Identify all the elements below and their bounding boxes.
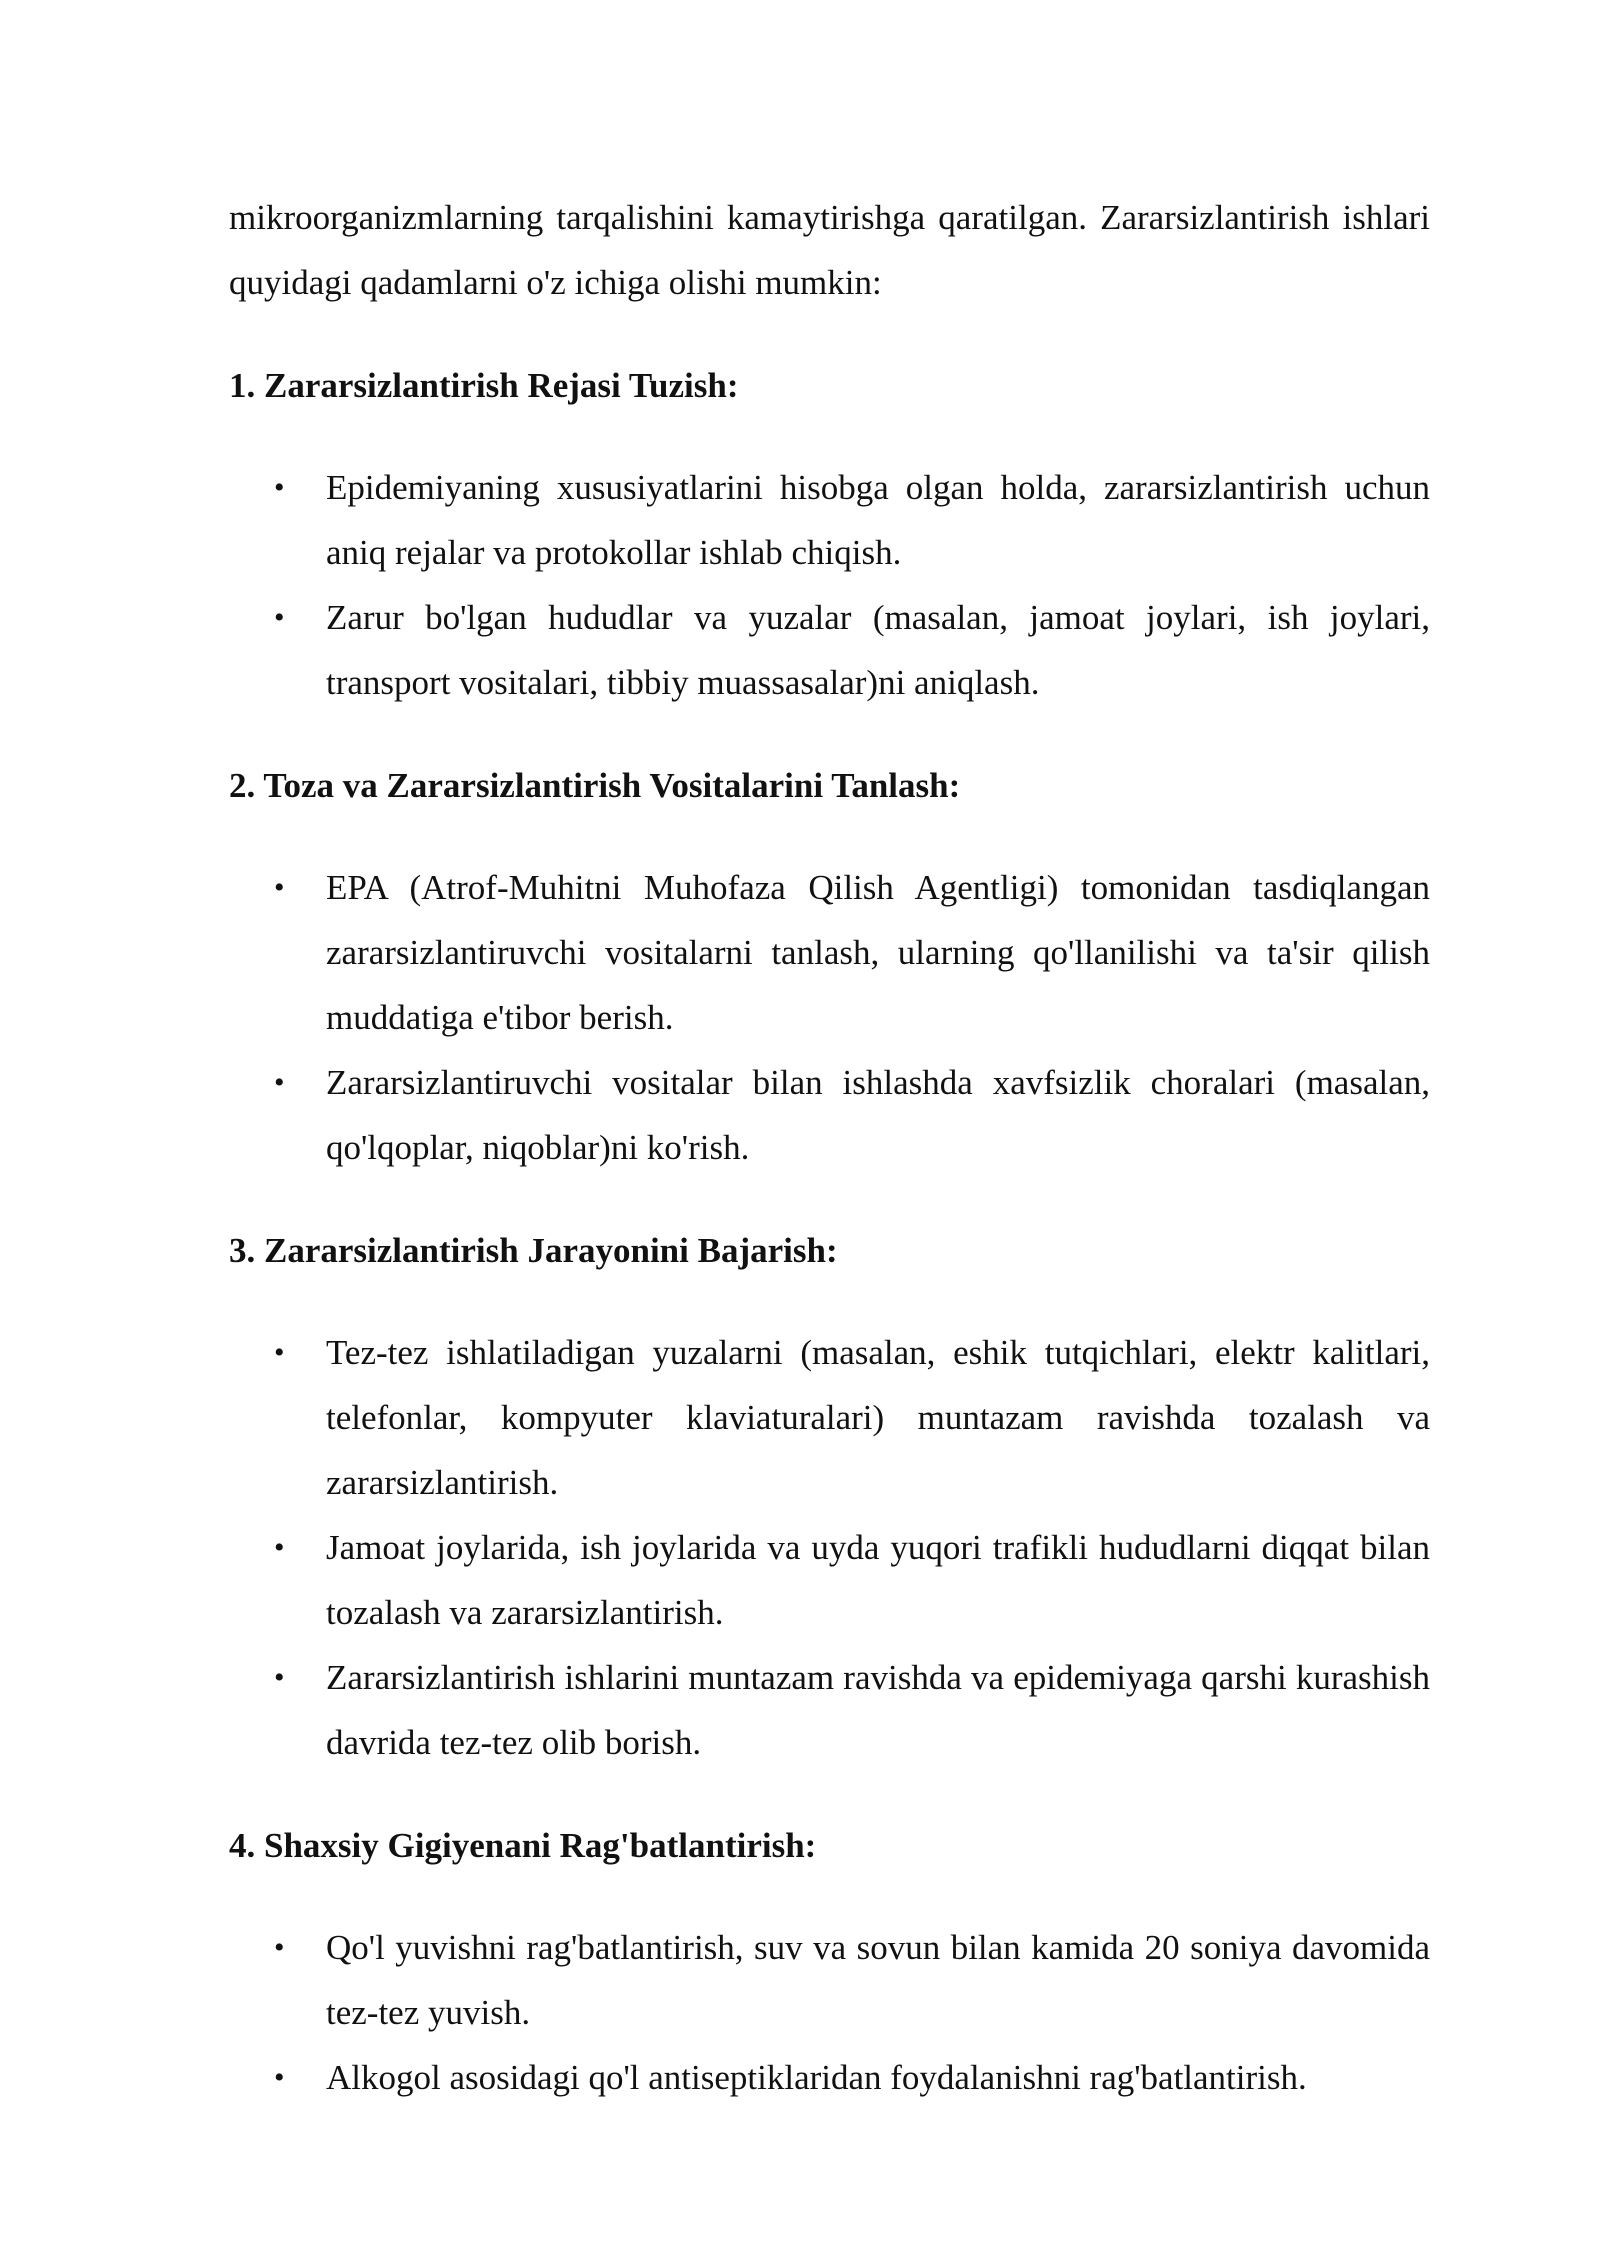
section-4: [229, 1813, 1430, 2110]
list-item: [274, 1915, 1430, 2045]
bullet-icon: •: [274, 601, 285, 634]
bullet-list: [229, 455, 1430, 715]
intro-paragraph: mikroorganizmlarning tarqalishini kamaytirishga qaratilgan. Zararsizlantirish ishlari quyidagi qadamlarni o'z ichiga olishi mumkin:: [229, 198, 1430, 302]
list-item-text: Tez-tez ishlatiladigan yuzalarni (masalan, eshik tutqichlari, elektr kalitlari, telefonlar, kompyuter klaviaturalari) muntazam ravishda tozalash va zararsizlantirish.: [326, 1333, 1430, 1502]
section-heading: 4. Shaxsiy Gigiyenani Rag'batlantirish:: [229, 1826, 817, 1865]
bullet-icon: •: [274, 471, 285, 504]
list-item: [274, 855, 1430, 1050]
list-item: [274, 2045, 1430, 2110]
list-item-text: Zarur bo'lgan hududlar va yuzalar (masalan, jamoat joylari, ish joylari, transport vositalari, tibbiy muassasalar)ni aniqlash.: [326, 598, 1430, 702]
bullet-icon: •: [274, 1531, 285, 1564]
list-item-text: Alkogol asosidagi qo'l antiseptiklaridan foydalanishni rag'batlantirish.: [326, 2058, 1307, 2097]
list-item: [274, 585, 1430, 715]
bullet-list: [229, 855, 1430, 1180]
list-item: [274, 1515, 1430, 1645]
bullet-icon: •: [274, 1336, 285, 1369]
list-item: [274, 455, 1430, 585]
section-1: [229, 353, 1430, 715]
bullet-icon: •: [274, 1661, 285, 1694]
section-heading: 1. Zararsizlantirish Rejasi Tuzish:: [229, 366, 739, 405]
list-item: [274, 1645, 1430, 1775]
section-heading: 3. Zararsizlantirish Jarayonini Bajarish:: [229, 1231, 838, 1270]
bullet-icon: •: [274, 2061, 285, 2094]
section-3: [229, 1218, 1430, 1775]
list-item-text: Qo'l yuvishni rag'batlantirish, suv va sovun bilan kamida 20 soniya davomida tez-tez yuvish.: [326, 1928, 1430, 2032]
bullet-list: [229, 1320, 1430, 1775]
list-item: [274, 1050, 1430, 1180]
section-2: [229, 753, 1430, 1180]
section-heading: 2. Toza va Zararsizlantirish Vositalarini Tanlash:: [229, 766, 961, 805]
list-item-text: EPA (Atrof-Muhitni Muhofaza Qilish Agentligi) tomonidan tasdiqlangan zararsizlantiruvchi vositalarni tanlash, ularning qo'llanilishi va ta'sir qilish muddatiga e'tibor berish.: [326, 868, 1430, 1037]
bullet-icon: •: [274, 1066, 285, 1099]
list-item-text: Zararsizlantirish ishlarini muntazam ravishda va epidemiyaga qarshi kurashish davrida tez-tez olib borish.: [326, 1658, 1430, 1762]
bullet-icon: •: [274, 871, 285, 904]
list-item-text: Zararsizlantiruvchi vositalar bilan ishlashda xavfsizlik choralari (masalan, qo'lqoplar, niqoblar)ni ko'rish.: [326, 1063, 1430, 1167]
list-item-text: Jamoat joylarida, ish joylarida va uyda yuqori trafikli hududlarni diqqat bilan tozalash va zararsizlantirish.: [326, 1528, 1430, 1632]
list-item: [274, 1320, 1430, 1515]
list-item-text: Epidemiyaning xususiyatlarini hisobga olgan holda, zararsizlantirish uchun aniq rejalar va protokollar ishlab chiqish.: [326, 468, 1430, 572]
bullet-icon: •: [274, 1931, 285, 1964]
bullet-list: [229, 1915, 1430, 2110]
